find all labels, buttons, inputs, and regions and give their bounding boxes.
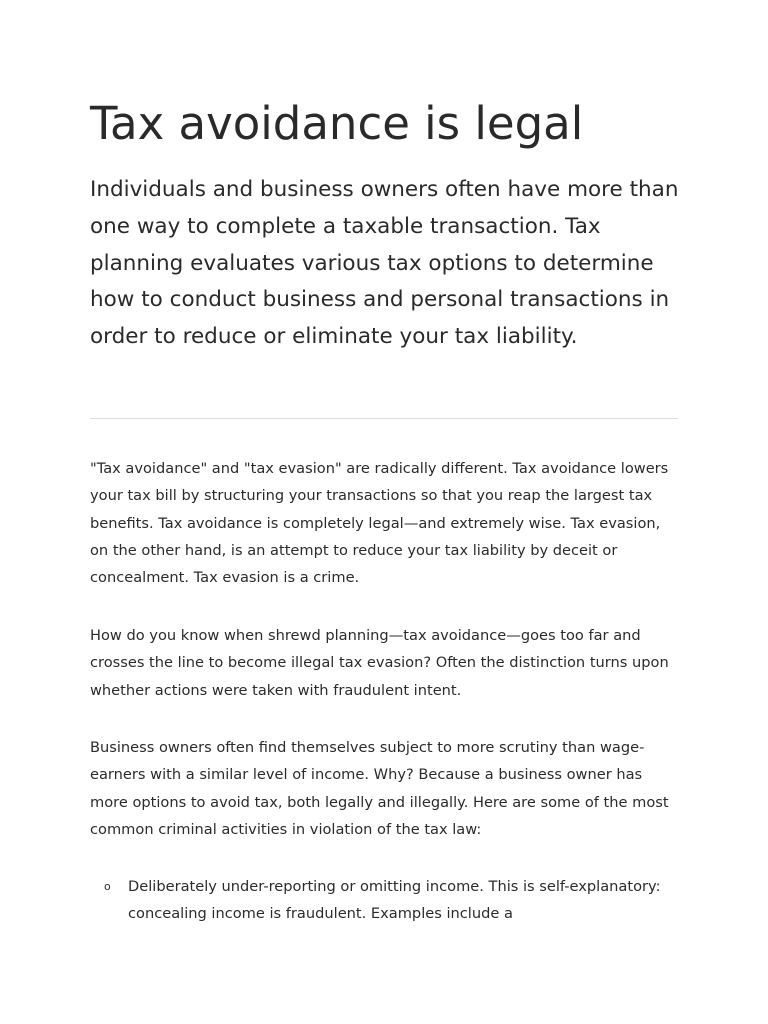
- list-item: [90, 873, 680, 928]
- article-title: Tax avoidance is legal: [90, 97, 584, 150]
- paragraph: "Tax avoidance" and "tax evasion" are radically different. Tax avoidance lowers your tax bill by structuring your transactions so that you reap the largest tax benefits. Tax avoidance is completely legal—and extremely wise. Tax evasion, on the other hand, is an attempt to reduce your tax liability by deceit or concealment. Tax evasion is a crime.: [90, 460, 669, 587]
- article-lede: Individuals and business owners often have more than one way to complete a taxable transaction. Tax planning evaluates various tax options to determine how to conduct business and personal transactions in order to reduce or eliminate your tax liability.: [90, 177, 679, 350]
- bullet-list: [90, 873, 680, 928]
- list-item-text: Deliberately under-reporting or omitting income. This is self-explanatory: concealing income is fraudulent. Examples include a: [128, 878, 661, 923]
- divider: [90, 418, 678, 419]
- paragraph: How do you know when shrewd planning—tax avoidance—goes too far and crosses the line to become illegal tax evasion? Often the distinction turns upon whether actions were taken with fraudulent intent.: [90, 627, 669, 699]
- bullet-marker: o: [104, 880, 111, 893]
- paragraph: Business owners often find themselves subject to more scrutiny than wage-earners with a similar level of income. Why? Because a business owner has more options to avoid tax, both legally and illegally. Here are some of the most common criminal activities in violation of the tax law:: [90, 739, 669, 838]
